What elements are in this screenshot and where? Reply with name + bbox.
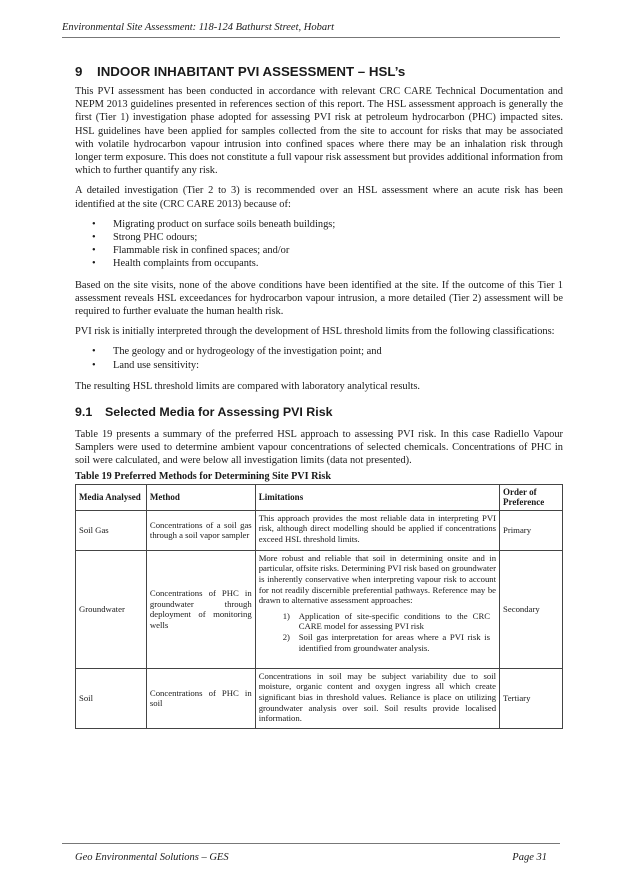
subsection-title: Selected Media for Assessing PVI Risk xyxy=(105,405,333,420)
paragraph: PVI risk is initially interpreted through the development of HSL threshold limits from the following classifications: xyxy=(75,326,555,338)
order-cell: Primary xyxy=(500,510,563,550)
paragraph: This PVI assessment has been conducted in accordance with relevant CRC CARE Technical Documentation and NEPM 2013 guidelines presented in references section of this report. The HSL assessment approach is generally the first (Tier 1) investigation phase adopted for assessing PVI risk at petroleum hydrocarbon (PHC) impacted sites. HSL guidelines have been applied for samples collected from the site to account for risks that may be associated with volatile hydrocarbon vapour intrusion into confined spaces where there may be an inhalation risk through longer term exposure. This does not constitute a full vapour risk assessment but provides additional information from which to further quantify any risk. xyxy=(75,86,563,177)
subsection-heading xyxy=(75,405,563,419)
column-header: Limitations xyxy=(255,484,499,510)
page-body xyxy=(75,64,563,729)
limitations-cell: Concentrations in soil may be subject variability due to soil moisture, organic content and oxygen ingress all which create significant bias in threshold values. Reliance is place on utilizing groundwater analysis over soil. Soil results provide localised information. xyxy=(255,668,499,728)
order-cell: Tertiary xyxy=(500,668,563,728)
page-number: Page 31 xyxy=(512,852,547,863)
footer-divider xyxy=(62,843,560,844)
column-header: Method xyxy=(146,484,255,510)
media-cell: Soil xyxy=(76,668,147,728)
list-item: • The geology and or hydrogeology of the investigation point; and xyxy=(92,346,382,358)
bullet-icon: • xyxy=(92,218,96,230)
list-item: • Strong PHC odours; xyxy=(92,232,198,244)
approach-item: 1) Application of site-specific conditions to the CRC CARE model for assessing PVI risk xyxy=(282,610,491,632)
method-cell: Concentrations of PHC in groundwater through deployment of monitoring wells xyxy=(146,550,255,668)
list-item: • Health complaints from occupants. xyxy=(92,258,259,270)
bullet-list-classifications xyxy=(75,345,563,371)
column-header: Order of Preference xyxy=(500,484,563,510)
bullet-icon: • xyxy=(92,359,96,371)
list-item: • Land use sensitivity: xyxy=(92,359,200,371)
table-row xyxy=(76,510,563,550)
media-cell: Groundwater xyxy=(76,550,147,668)
table-row xyxy=(76,550,563,668)
paragraph: The resulting HSL threshold limits are compared with laboratory analytical results. xyxy=(75,380,421,392)
bullet-icon: • xyxy=(92,245,96,257)
table-row xyxy=(76,668,563,728)
pvi-methods-table xyxy=(75,484,563,729)
table-header-row xyxy=(76,484,563,510)
bullet-icon: • xyxy=(92,346,96,358)
limitations-cell xyxy=(255,550,499,668)
bullet-list-risks xyxy=(75,218,563,271)
paragraph: Based on the site visits, none of the above conditions have been identified at the site. If the outcome of this Tier 1 assessment reveals HSL exceedances for hydrocarbon vapour intrusion, a more detailed (Tier 2) assessment will be required to further evaluate the human health risk. xyxy=(75,279,563,318)
method-cell: Concentrations of PHC in soil xyxy=(146,668,255,728)
list-item: • Migrating product on surface soils beneath buildings; xyxy=(92,218,336,230)
paragraph: A detailed investigation (Tier 2 to 3) is recommended over an HSL assessment where an acute risk has been identified at the site (CRC CARE 2013) because of: xyxy=(75,185,563,210)
method-cell: Concentrations of a soil gas through a soil vapor sampler xyxy=(146,510,255,550)
list-item: • Flammable risk in confined spaces; and/or xyxy=(92,245,290,257)
section-number: 9 xyxy=(75,64,83,79)
section-title: INDOOR INHABITANT PVI ASSESSMENT – HSL’s xyxy=(97,64,406,79)
running-header: Environmental Site Assessment: 118-124 Bathurst Street, Hobart xyxy=(62,22,335,33)
subsection-number: 9.1 xyxy=(75,405,93,420)
limitations-cell: This approach provides the most reliable data in interpreting PVI risk, although direct modelling should be applied if concentrations exceed HSL threshold limits. xyxy=(255,510,499,550)
footer-company: Geo Environmental Solutions – GES xyxy=(75,852,229,863)
limitations-text: More robust and reliable that soil in determining onsite and in particular, offsite risks. Determining PVI risk based on groundwater is inherently conservative when interpreting vapour risk to account for not readily discernible preferential pathways. Reference may be drawn to alternative assessment approaches: xyxy=(258,552,497,606)
approach-item: 2) Soil gas interpretation for areas where a PVI risk is identified from groundwater analysis. xyxy=(282,632,491,653)
column-header: Media Analysed xyxy=(76,484,147,510)
table-caption: Table 19 Preferred Methods for Determining Site PVI Risk xyxy=(75,470,331,482)
bullet-icon: • xyxy=(92,232,96,244)
media-cell: Soil Gas xyxy=(76,510,147,550)
header-divider xyxy=(62,37,560,38)
section-heading xyxy=(75,64,563,79)
bullet-icon: • xyxy=(92,258,96,270)
approach-list xyxy=(259,611,496,653)
paragraph: Table 19 presents a summary of the preferred HSL approach to assessing PVI risk. In this case Radiello Vapour Samplers were used to determine ambient vapour concentrations of selected chemicals. Concentrations of PHC in soil were calculated, and were below all investigation limits (data not presented). xyxy=(75,429,563,467)
order-cell: Secondary xyxy=(500,550,563,668)
